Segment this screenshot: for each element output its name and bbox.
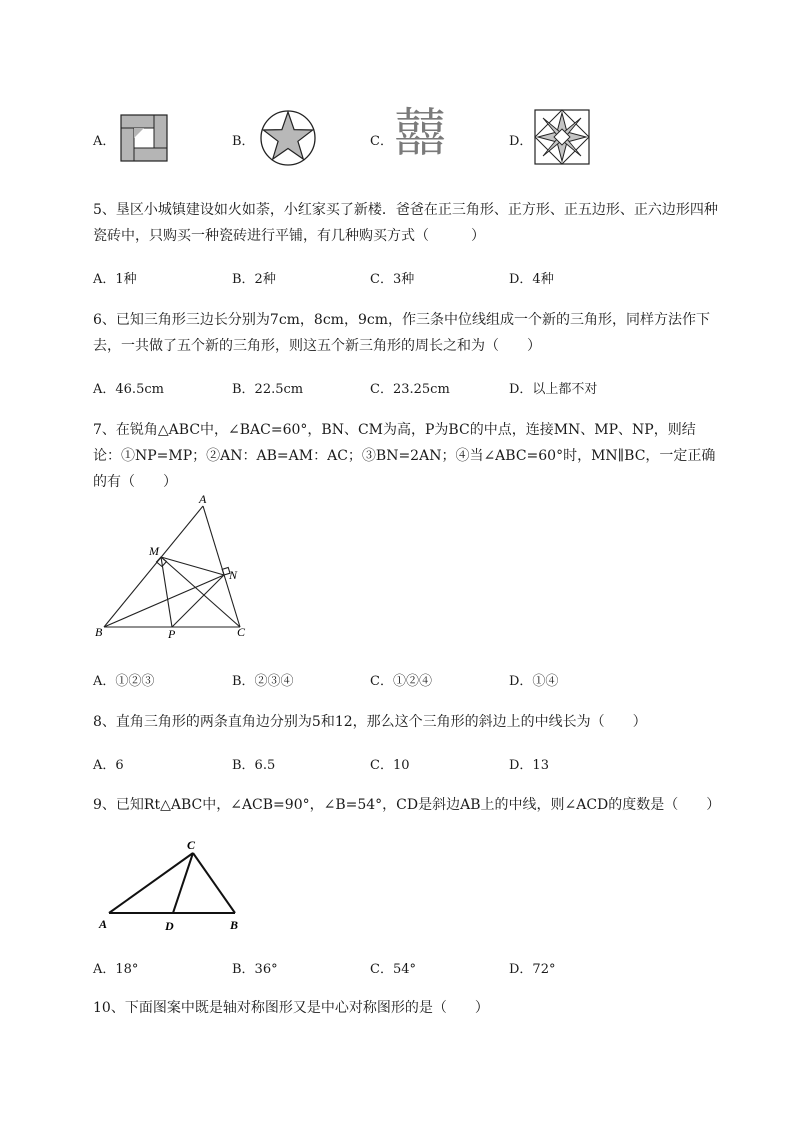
q6-option-d[interactable]: D．以上都不对 [509, 382, 598, 397]
q8-option-d[interactable]: D．13 [509, 758, 549, 773]
q6-option-b[interactable]: B．22.5cm [232, 382, 304, 397]
segment-ac [109, 853, 193, 913]
q6-option-a[interactable]: A．46.5cm [93, 382, 164, 397]
question-7-text: 7、在锐角△ABC中，∠BAC=60°，BN、CM为高，P为BC的中点，连接MN、MP、NP，则结论：①NP=MP；②AN：AB=AM：AC；③BN=2AN；④当∠ABC=60°时，MN∥BC，一定正确的有（ ） [93, 422, 716, 490]
segment-bn [104, 575, 224, 627]
segment-ac [203, 506, 240, 627]
octagram-tile-figure [534, 109, 590, 165]
question-8-text: 8、直角三角形的两条直角边分别为5和12，那么这个三角形的斜边上的中线长为（ ） [93, 714, 647, 730]
q7-option-d[interactable]: D．①④ [509, 674, 559, 689]
segment-mp [161, 557, 172, 627]
q8-option-a[interactable]: A．6 [93, 758, 124, 773]
question-9-text: 9、已知Rt△ABC中，∠ACB=90°，∠B=54°，CD是斜边AB上的中线，则∠ACD的度数是（ ） [93, 797, 721, 813]
q5-option-a[interactable]: A．1种 [93, 272, 137, 287]
q4-option-d-label: D． [509, 134, 533, 149]
q4-option-a-label: A． [93, 134, 116, 149]
segment-ab [104, 506, 203, 627]
point-p-label: P [168, 627, 176, 640]
question-5-text: 5、垦区小城镇建设如火如荼，小红家买了新楼．爸爸在正三角形、正方形、正五边形、正六边形四种瓷砖中，只购买一种瓷砖进行平铺，有几种购买方式（ ） [93, 202, 718, 244]
q5-option-b[interactable]: B．2种 [232, 272, 276, 287]
q7-option-b[interactable]: B．②③④ [232, 674, 294, 689]
q4-option-b-label: B． [232, 134, 255, 149]
q7-triangle-figure [90, 490, 260, 640]
segment-np [172, 575, 224, 627]
point-c-label: C [187, 838, 196, 852]
point-b-label: B [95, 625, 103, 639]
question-6-text: 6、已知三角形三边长分别为7cm，8cm，9cm，作三条中位线组成一个新的三角形，同样方法作下去，一共做了五个新的三角形，则这五个新三角形的周长之和为（ ） [93, 312, 710, 354]
q8-option-b[interactable]: B．6.5 [232, 758, 276, 773]
q6-option-c[interactable]: C．23.25cm [370, 382, 450, 397]
q9-option-d[interactable]: D．72° [509, 962, 556, 977]
point-n-label: N [229, 568, 238, 582]
square-pinwheel-figure [120, 114, 168, 162]
point-d-label: D [165, 919, 174, 933]
q9-option-a[interactable]: A．18° [93, 962, 139, 977]
q8-option-c[interactable]: C．10 [370, 758, 410, 773]
q9-option-b[interactable]: B．36° [232, 962, 278, 977]
question-10-text: 10、下面图案中既是轴对称图形又是中心对称图形的是（ ） [93, 1000, 489, 1016]
point-m-label: M [149, 544, 159, 558]
segment-bc [193, 853, 235, 913]
point-a-label: A [99, 917, 108, 931]
q5-option-c[interactable]: C．3种 [370, 272, 415, 287]
q7-option-a[interactable]: A．①②③ [93, 674, 155, 689]
q4-option-c-label: C． [370, 134, 393, 149]
star-in-circle-figure [259, 109, 317, 167]
q9-option-c[interactable]: C．54° [370, 962, 416, 977]
segment-cd [173, 853, 193, 913]
q9-triangle-figure [95, 835, 250, 935]
point-c-label: C [237, 625, 246, 639]
point-a-label: A [199, 492, 207, 506]
point-b-label: B [230, 918, 239, 932]
double-happiness-figure: 囍 [394, 104, 447, 164]
q5-option-d[interactable]: D．4种 [509, 272, 554, 287]
q7-option-c[interactable]: C．①②④ [370, 674, 432, 689]
